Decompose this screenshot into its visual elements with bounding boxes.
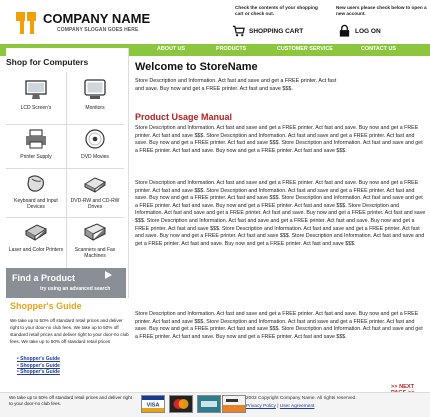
nav-products[interactable]: PRODUCTS xyxy=(216,46,247,52)
shoppers-guide-link[interactable]: • Shopper's Guide xyxy=(17,363,60,370)
content-paragraph: Store Description and Information. Act fast and save and get a FREE printer. Act fast and save. Buy now and get a FREE printer. Act fast and save $$$. Store Description and Information. Act fast and save and get a FREE printer. Act fast and save. Buy now and get a FREE printer. Act fast and save $$$. Store Description and Information. Act fast and save and get a FREE printer. Act fast and save. Buy now and get a FREE printer. Act fast and save $$$. xyxy=(135,125,423,154)
shoppers-guide-links xyxy=(17,356,60,376)
svg-text:VISA: VISA xyxy=(146,402,160,409)
company-slogan: COMPANY SLOGAN GOES HERE xyxy=(57,27,139,33)
shopping-cart-button[interactable] xyxy=(232,23,303,39)
page-title: Welcome to StoreName xyxy=(135,61,258,73)
category-lcd-screens[interactable] xyxy=(8,79,64,111)
shopping-cart-icon xyxy=(232,24,245,38)
dvd-movies-icon xyxy=(82,128,108,150)
printer-icon xyxy=(23,128,49,150)
scanner-icon xyxy=(82,221,108,243)
sidebar-title: Shop for Computers xyxy=(6,57,89,67)
visa-icon xyxy=(141,395,165,413)
copyright-text: 2002 Copyright Company Name. All rights reserved. xyxy=(246,396,357,401)
category-dvd-movies[interactable] xyxy=(67,128,123,160)
cart-note: Check the contents of your shopping cart or check out. xyxy=(235,5,318,16)
find-product-box[interactable] xyxy=(6,268,126,298)
category-label: DVD Movies xyxy=(81,154,109,160)
category-label: Monitors xyxy=(85,105,105,111)
footer-text: We take up to 50% off standard retail prices and deliver right to your door-no club fees. xyxy=(9,395,132,407)
shoppers-guide-title: Shopper's Guide xyxy=(10,301,82,311)
footer-link-separator: | xyxy=(277,404,279,409)
category-label: Keyboard and Input Devices xyxy=(14,198,58,210)
category-laser-color-printers[interactable] xyxy=(8,221,64,253)
category-dvd-cd-drives[interactable] xyxy=(67,172,123,210)
shoppers-guide-text: We take up to 50% off standard retail prices and deliver right to your door-no club fees. We take up to 50% off standard retail prices and deliver right to your door-no club fees. We take up to 50% off standard retail prices xyxy=(10,318,129,344)
log-on-button[interactable] xyxy=(338,23,381,39)
privacy-policy-link[interactable]: Privacy Policy xyxy=(246,404,276,409)
shoppers-guide-link[interactable]: • Shopper's Guide xyxy=(17,369,60,376)
login-note: New users please check below to open a new account. xyxy=(336,5,427,16)
nav-contact-us[interactable]: CONTACT US xyxy=(361,46,396,52)
disc-drive-icon xyxy=(82,172,108,194)
shopping-cart-label: SHOPPING CART xyxy=(249,27,304,35)
store-description: Store Description and Information. Act fast and save and get a FREE printer. Act fast and save. Buy now and get a FREE printer. Act fast and save $$$. xyxy=(135,78,337,92)
category-label: DVD-RW and CD-RW Drives xyxy=(70,198,120,210)
arrow-right-icon xyxy=(105,271,112,279)
mastercard-icon xyxy=(169,395,193,413)
header xyxy=(0,0,430,44)
mouse-icon xyxy=(23,172,49,194)
category-label: Laser and Color Printers xyxy=(8,247,64,253)
category-scanners-fax[interactable] xyxy=(67,221,123,259)
sidebar-divider xyxy=(6,168,124,169)
find-product-title: Find a Product xyxy=(12,273,75,283)
company-name[interactable]: COMPANY NAME xyxy=(43,11,151,26)
discover-icon xyxy=(222,395,246,413)
footer-links xyxy=(246,404,314,409)
company-logo-icon[interactable] xyxy=(16,12,38,34)
advanced-search-link[interactable]: try using an advanced search xyxy=(40,286,111,292)
monitor-icon xyxy=(82,79,108,101)
category-label: Printer Supply xyxy=(20,154,52,160)
laser-printer-icon xyxy=(23,221,49,243)
amex-icon xyxy=(197,395,221,413)
section-title: Product Usage Manual xyxy=(135,112,233,122)
shoppers-guide-link[interactable]: • Shopper's Guide xyxy=(17,356,60,363)
content-paragraph: Store Description and Information. Act fast and save and get a FREE printer. Act fast and save. Buy now and get a FREE printer. Act fast and save $$$. Store Description and Information. Act fast and save and get a FREE printer. Act fast and save. Buy now and get a FREE printer. Act fast and save $$$. Store Description and Information. Act fast and save and get a FREE printer. Act fast and save. Buy now and get a FREE printer. Act fast and save $$$. xyxy=(135,311,423,340)
nav-customer-service[interactable]: CUSTOMER SERVICE xyxy=(277,46,333,52)
user-agreement-link[interactable]: User Agreement xyxy=(279,404,315,409)
nav-about-us[interactable]: ABOUT US xyxy=(157,46,186,52)
sidebar-divider xyxy=(6,124,124,125)
sidebar-divider xyxy=(6,217,124,218)
category-keyboard-input[interactable] xyxy=(8,172,64,210)
category-printer-supply[interactable] xyxy=(8,128,64,160)
lock-icon xyxy=(338,24,351,38)
category-label: LCD Screen's xyxy=(20,105,52,111)
log-on-label: LOG ON xyxy=(355,27,381,35)
category-label: Scanners and Fax Machines xyxy=(74,247,116,259)
lcd-screen-icon xyxy=(23,79,49,101)
category-monitors[interactable] xyxy=(67,79,123,111)
content-paragraph: Store Description and Information. Act fast and save and get a FREE printer. Act fast and save. Buy now and get a FREE printer. Act fast and save $$$. Store Description and Information. Act fast and save and get a FREE printer. Act fast and save. Buy now and get a FREE printer. Act fast and save $$$. Store Description and Information. Act fast and save and get a FREE printer. Act fast and save. Buy now and get a FREE printer. Act fast and save $$$. Store Description and Information. Act fast and save and get a FREE printer. Act fast and save. Buy now and get a FREE printer. Act fast and save $$$. Store Description and Information. Act fast and save and get a FREE printer. Act fast and save. Buy now and get a FREE printer. Act fast and save $$$. Store Description and Information. Act fast and save and get a FREE printer. Act fast and save. Buy now and get a FREE printer. Act fast and save $$$. Store Description and Information. Act fast and save and get a FREE printer. Act fast and save. Buy now and get a FREE printer. Act fast and save $$$. xyxy=(135,180,426,247)
next-page-link[interactable]: >> NEXT xyxy=(391,384,415,390)
